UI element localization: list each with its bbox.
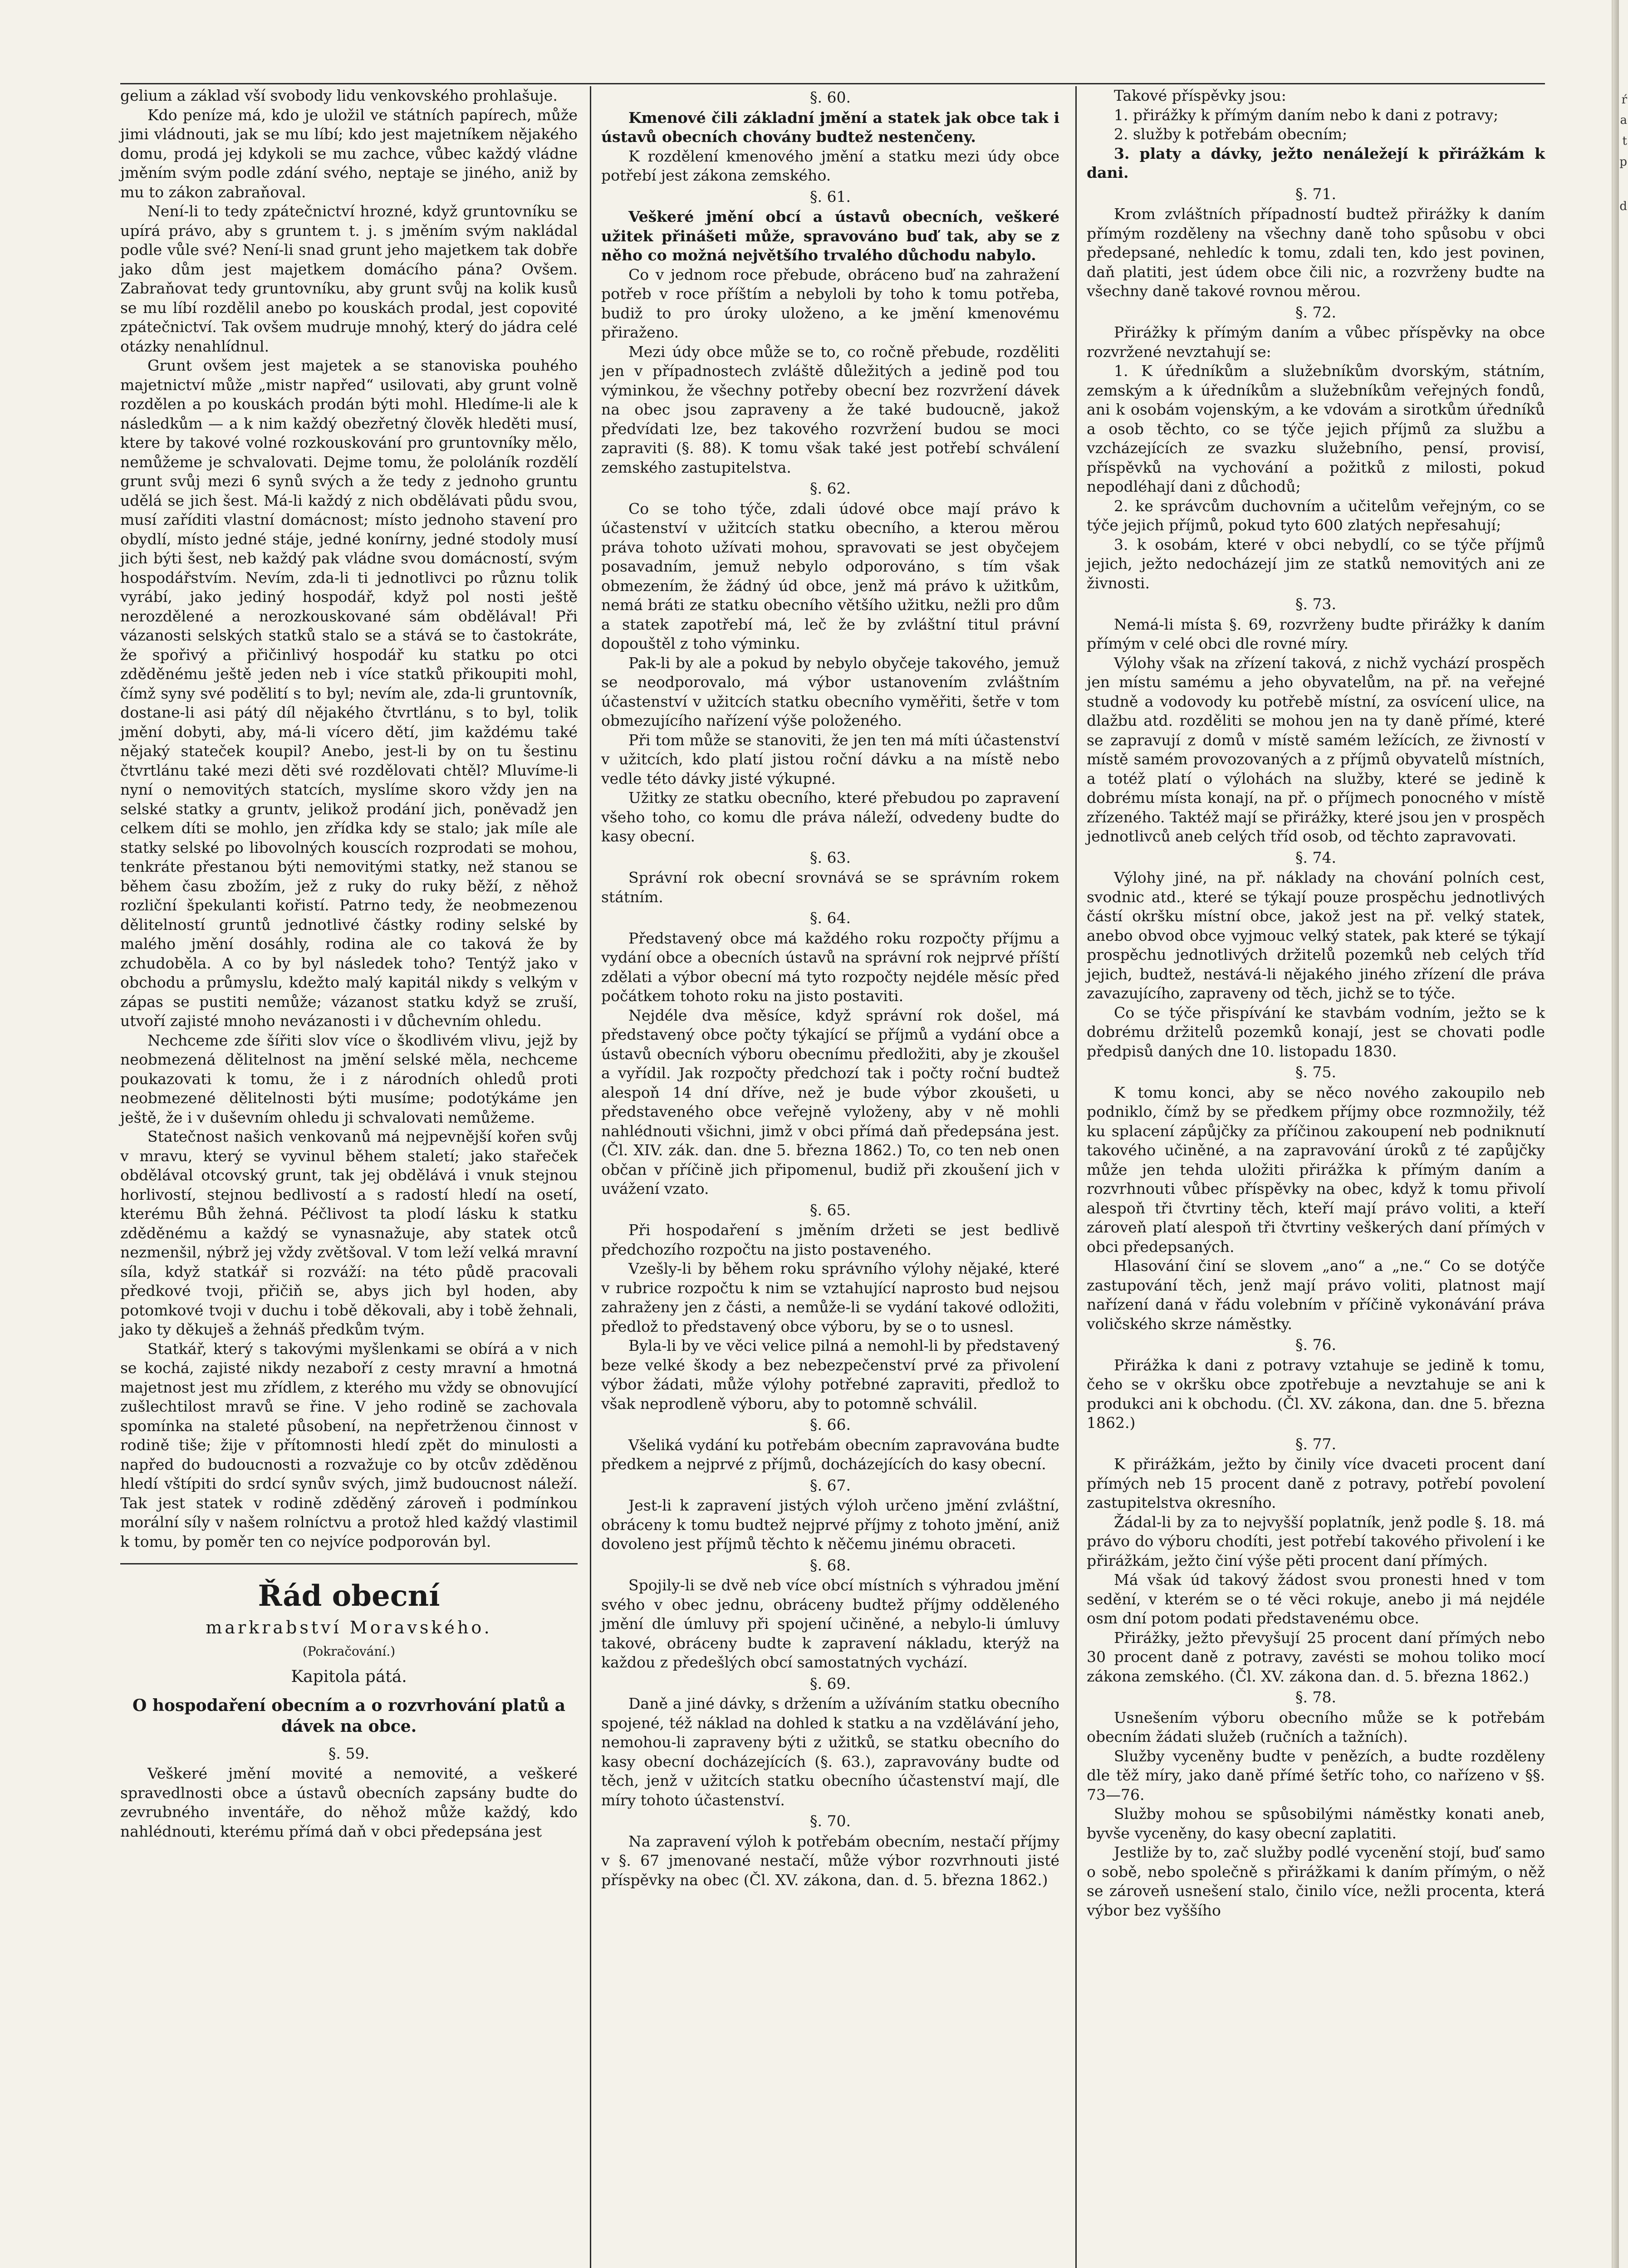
paragraph: K přirážkám, ježto by činily více dvaceti procent daní přímých neb 15 procent daně z potravy, potřebí povolení zastupitelstva okresního. [1087, 1455, 1545, 1511]
list-item: 3. platy a dávky, ježto nenáležejí k přirážkám k dani. [1087, 144, 1545, 181]
paragraph: Představený obce má každého roku rozpočty příjmu a vydání obce a obecních ústavů na správní rok nejprvé příští zdělati a výbor obecní má tyto rozpočty nejdéle měsíc před počátkem tohoto roku na jisto postaviti. [601, 929, 1059, 1005]
column-left [120, 86, 578, 1841]
section-number: §. 68. [810, 1556, 851, 1574]
edge-mark: ŕ [1621, 93, 1627, 107]
paragraph: Služby mohou se spůsobilými náměstky konati aneb, byvše vyceněny, do kasy obecní zaplatiti. [1087, 1805, 1545, 1842]
list-item: 2. služby k potřebám obecním; [1114, 125, 1348, 143]
paragraph: K rozdělení kmenového jmění a statku mezi údy obce potřebí jest zákona zemského. [601, 147, 1059, 184]
paragraph: Výlohy jiné, na př. náklady na chování polních cest, svodnic atd., které se týkají pouze prospěchu jednotlivých částí okršku místní obce, jakož jest na př. velký statek, anebo obvod obce vyjmouc velký statek, pak které se týkají prospěchu jednotlivých držitelů pozemků neb celých tříd jejich, budtež, nestává-li nějakého jiného zřízení dle práva zavazujícího, zapraveny od těch, jichž se to týče. [1087, 869, 1545, 1002]
page-edge [1613, 0, 1619, 2268]
paragraph: Pak-li by ale a pokud by nebylo obyčeje takového, jemuž se neodporovalo, má výbor ustanovením zvláštním účastenství v užitcích statku obecního vyměřiti, šetře v tom obmezujícího nařízení výše položeného. [601, 654, 1059, 729]
section-number: §. 76. [1295, 1336, 1336, 1354]
edge-mark: a [1620, 113, 1627, 127]
paragraph: gelium a základ vší svobody lidu venkovského prohlašuje. [120, 87, 558, 104]
paragraph: Takové příspěvky jsou: [1114, 87, 1286, 104]
top-rule [120, 83, 1545, 84]
paragraph: Na zapravení výloh k potřebám obecním, nestačí příjmy v §. 67 jmenované nestačí, může výbor rozvrhnouti jisté příspěvky na obec (Čl. XV. zákona, dan. d. 5. března 1862.) [601, 1832, 1059, 1889]
section-number: §. 77. [1295, 1435, 1336, 1453]
paragraph: Usnešením výboru obecního může se k potřebám obecním žádati služeb (ručních a tažních). [1087, 1708, 1545, 1745]
paragraph: K tomu konci, aby se něco nového zakoupilo neb podniklo, čímž by se předkem příjmy obce rozmnožily, též ku splacení zápůjčky za příčinou zakoupení neb podniknutí takového učiněné, a na zapravování úroků z té zapůjčky může jen tehda uložiti přirážka k přímým daním a rozvrhnouti vůbec příspěvky na obec, když k tomu přivolí alespoň tři čtvrtiny těch, kteří mají právo voliti, a kteří zároveň platí alespoň tři čtvrtiny veškerých daní přímých v obci předepsaných. [1087, 1083, 1545, 1256]
paragraph: Kdo peníze má, kdo je uložil ve státních papírech, může jimi vládnouti, jak se mu líbí; kdo jest majetníkem nějakého domu, prodá jej kdykoli se mu zachce, vůbec každý vládne jměním svým podle zdání svého, neptaje se jiného, aniž by mu to zákon zabraňoval. [120, 106, 578, 201]
list-item: 1. přirážky k přímým daním nebo k dani z potravy; [1114, 106, 1499, 124]
section-number: §. 69. [810, 1674, 851, 1692]
article-title: Řád obecní [258, 1579, 440, 1613]
paragraph: Správní rok obecní srovnává se se správním rokem státním. [601, 869, 1059, 906]
column-divider [590, 86, 591, 2268]
section-number: §. 78. [1295, 1688, 1336, 1706]
article-subtitle: markrabství Moravského. [206, 1618, 492, 1637]
paragraph: Mezi údy obce může se to, co ročně přebude, rozděliti jen v případnostech zvláště důležitých a jedině pod tou výminkou, že všechny potřeby obecní bez rozvržení dávek na obec jsou zapraveny a že také budoucně, jakož předvídati lze, bez takového rozvržení budou se moci zapraviti (§. 88). K tomu však také jest potřebí schválení zemského zastupitelstva. [601, 342, 1059, 476]
paragraph: Přirážka k dani z potravy vztahuje se jedině k tomu, čeho se v okršku obce zpotřebuje a nevztahuje se ani k produkci ani k obchodu. (Čl. XV. zákona, dan. dne 5. března 1862.) [1087, 1356, 1545, 1432]
section-number: §. 64. [810, 909, 851, 927]
paragraph: Užitky ze statku obecního, které přebudou po zapravení všeho toho, co komu dle práva náleží, odvedeny budte do kasy obecní. [601, 789, 1059, 845]
paragraph: Vzešly-li by během roku správního výlohy nějaké, které v rubrice rozpočtu k nim se vztahující naprosto bud nejsou zahraženy jen z části, a nemůže-li se vydání takové odložiti, předlož to představený obce výboru, by se o to usnesl. [601, 1260, 1059, 1335]
paragraph: Služby vyceněny budte v penězích, a budte rozděleny dle těž míry, jako daně přímé šetříc toho, co nařízeno v §§. 73—76. [1087, 1747, 1545, 1804]
paragraph: Spojily-li se dvě neb více obcí místních s výhradou jmění svého v obec jednu, obráceny budtež příjmy odděleného jmění dle úmluvy při spojení učiněné, a nebylo-li úmluvy takové, obráceny budte k zapravení nákladu, kterýž na každou z předešlých obcí samostatných vychází. [601, 1576, 1059, 1671]
paragraph: Veškeré jmění movité a nemovité, a veškeré spravedlnosti obce a ústavů obecních zapsány budte do zevrubného inventáře, do něhož může každý, kdo nahlédnouti, kterému přímá daň v obci předepsána jest [120, 1765, 578, 1840]
section-number: §. 66. [810, 1416, 851, 1433]
paragraph: Statkář, který s takovými myšlenkami se obírá a v nich se kochá, zajisté nikdy nezaboří z cesty mravní a hmotná majetnost jest mu zřídlem, z kterého mu vždy se obnovující zušlechtilost mravů se řine. V jeho rodině se zachovala spomínka na staleté působení, na nepřetrženou činnost v rodině tiše; žije v přítomnosti hledí zpět do minulosti a napřed do budoucnosti a rozvažuje co by otcův zděděnou hledí vštípiti do srdcí synův svých, jimž budoucnost náleží. Tak jest statek v rodině zděděný zároveň i podmínkou morální síly v našem rolníctvu a protož hled každý vlastimil k tomu, by poměr ten co nejvíce podporován byl. [120, 1339, 578, 1550]
column-divider [1075, 86, 1077, 2268]
chapter-label: Kapitola pátá. [291, 1667, 407, 1686]
section-number: §. 62. [810, 479, 851, 497]
paragraph: Co se týče přispívání ke stavbám vodním, ježto se k dobrému držitelů pozemků konají, jest se chovati podle předpisů daných dne 10. listopadu 1830. [1087, 1003, 1545, 1060]
paragraph: Kmenové čili základní jmění a statek jak obce tak i ústavů obecních chovány budtež nestenčeny. [601, 108, 1059, 146]
paragraph: Má však úd takový žádost svou pronesti hned v tom sedění, v kterém se o té věci rokuje, anebo ji má nejdéle osm dní potom podati představenému obce. [1087, 1571, 1545, 1627]
paragraph: Grunt ovšem jest majetek a se stanoviska pouhého majetnictví může „mistr napřed“ usilovati, aby grunt volně rozdělen a po kouskách prodán býti mohl. Hledíme-li ale k následkům — a k nim každý obezřetný člověk hleděti musí, ktere by takové volné rozkouskování pro gruntovníky mělo, nemůžeme je schvalovati. Dejme tomu, že pololáník rozdělí grunt svůj mezi 6 synů svých a že tedy z jednoho gruntu udělá se jich šest. Má-li každý z nich obdělávati půdu svou, musí zaříditi vlastní domácnost; místo jednoho stavení pro obydlí, místo jedné stáje, jedné konírny, jedné stodoly musí jich býti šest, neb každý pak vládne svou domácností, svým hospodářstvím. Nevím, zda-li ti jednotlivci po různu tolik vyrábí, jako jediný hospodář, když pol nosti ještě nerozdělené a nerozkouskované sám obdělával! Při vázanosti selských statků stalo se a stává se to častokráte, že spořivý a přičinlivý hospodář ku statku po otci zděděnému ještě jeden neb i více statků přikoupiti mohl, čímž syny své podělití s to byl; nevím ale, zda-li gruntovník, dostane-li asi pátý díl nějakého čtvrtlánu, s to byl, tolik jmění dobyti, aby, má-li vícero dětí, jim každému také nějaký stateček koupil? Anebo, jest-li by on tu šestinu čtvrtlánu také mezi děti své rozdělovati chtěl? Mluvíme-li nyní o nemovitých statcích, myslíme skoro vždy jen na selské statky a gruntv, jelikož prodání jich, poněvadž jen celkem díti se mohlo, jen zřídka kdy se stalo; jak míle ale statky selské po libovolných kouscích rozprodati se mohou, tenkráte přestanou býti nemovitými statky, než stanou se během času zbožím, jež z ruky do ruky běží, z něhož rozliční špekulanti kořistí. Patrno tedy, že neobmezenou dělitelností gruntů jednotlivé částky rodiny selské by malého jmění dosáhly, rodina ale co taková že by zchudoběla. A co by byl následek toho? Tentýž jako v obchodu a průmyslu, kdežto malý kapitál nikdy s velkým v zápas se pustiti nemůže; vázanost statku když se zruší, utvoří zajisté mnoho nevázanosti i v důchevním ohledu. [120, 357, 578, 1030]
section-number: §. 59. [329, 1744, 369, 1762]
edge-mark: d [1619, 200, 1627, 213]
paragraph: Při hospodaření s jměním držeti se jest bedlivě předchozího rozpočtu na jisto postaveného. [601, 1221, 1059, 1258]
list-item: 3. k osobám, které v obci nebydlí, co se týče příjmů jejich, ježto nedocházejí jim ze statků nemovitých ani ze živnosti. [1087, 535, 1545, 592]
section-number: §. 61. [810, 187, 851, 205]
column-right [1087, 86, 1545, 1920]
paragraph: Žádal-li by za to nejvyšší poplatník, jenž podle §. 18. má právo do výboru chodíti, jest potřebí takového přivolení i ke přirážkám, ježto činí výše pěti procent daní přímých. [1087, 1513, 1545, 1569]
paragraph: Jest-li k zapravení jistých výloh určeno jmění zvláštní, obráceny k tomu budtež nejprvé příjmy z tohoto jmění, aniž dovoleno jest příjmů těchto k něčemu jinému obraceti. [601, 1496, 1059, 1553]
section-number: §. 75. [1295, 1063, 1336, 1081]
paragraph: Statečnost našich venkovanů má nejpevnější kořen svůj v mravu, který se vyvinul během staletí; jako stařeček obdělával otcovský grunt, tak jej obdělává i vnuk stejnou horlivostí, stejnou bedlivostí a s radostí hledí na osetí, kterému Bůh žehná. Péčlivost ta plodí lásku k statku zděděnému a každý se vynasnažuje, aby statek otců nezmenšil, nýbrž jej vždy zvětšoval. V tom leží velká mravní síla, když statkář si rozváží: na této půdě pracovali předkové tvoji, přičiň se, abys jich byl hoden, aby potomkové tvoji v duchu i tobě děkovali, aby i tobě žehnali, jako ty děkuješ a žehnáš předkům tvým. [120, 1128, 578, 1338]
paragraph: Hlasování činí se slovem „ano“ a „ne.“ Co se dotýče zastupování těch, jenž mají právo voliti, platnost mají nařízení daná v řádu volebním v příčině vykonávání práva voličského skrze náměstky. [1087, 1257, 1545, 1333]
section-number: §. 72. [1295, 303, 1336, 321]
paragraph: Krom zvláštních případností budtež přirážky k daním přímým rozděleny na všechny daně toho spůsobu v obci předepsané, nehledíc k tomu, zdali ten, kdo jest povinen, daň platiti, jest údem obce čili nic, a rozvrženy budte na všechny daně takové rovnou měrou. [1087, 205, 1545, 300]
section-number: §. 63. [810, 848, 851, 866]
paragraph: Při tom může se stanoviti, že jen ten má míti účastenství v užitcích, kdo platí jistou roční dávku a na místě nebo vedle této dávky jisté výkupné. [601, 731, 1059, 787]
edge-mark: t [1622, 134, 1627, 148]
paragraph: Všeliká vydání ku potřebám obecním zapravována budte předkem a nejprvé z příjmů, docházejících do kasy obecní. [601, 1436, 1059, 1473]
paragraph: Byla-li by ve věci velice pilná a nemohl-li by představený beze velké škody a bez nebezpečenství prvé za přivolení výbor žádati, může výlohy potřebné zapraviti, předlož to však neprodleně výboru, aby to potomně schválil. [601, 1337, 1059, 1413]
paragraph: Co v jednom roce přebude, obráceno buď na zahražení potřeb v roce příštím a nebyloli by toho k tomu potřeba, budiž to pro úroky uloženo, a ke jmění kmenovému přiraženo. [601, 265, 1059, 341]
paragraph: Přirážky k přímým daním a vůbec příspěvky na obce rozvržené nevztahují se: [1087, 323, 1545, 361]
paragraph: Nejdéle dva měsíce, když správní rok došel, má představený obce počty týkající se příjmů a vydání obce a ústavů obecních výboru obecnímu předložiti, aby je zkoušel a vyřídil. Jak rozpočty předchozí tak i počty roční budtež alespoň 14 dní dříve, než je bude výbor zkoušeti, u představeného obce veřejně vyloženy, aby v ně mohli nahlédnouti všichni, jimž v obci přímá daň předepsána jest. (Čl. XIV. zák. dan. dne 5. března 1862.) To, co ten neb onen občan v příčině jich připomenul, budiž při zkoušení jich v uvážení vzato. [601, 1006, 1059, 1198]
section-number: §. 60. [810, 88, 851, 106]
paragraph: Není-li to tedy zpátečnictví hrozné, když gruntovníku se upírá právo, aby s gruntem t. j. s jměním svým nakládal podle vůle své? Není-li snad grunt jeho majetkem tak dobře jako dům jest majetkem domácího pána? Ovšem. Zabraňovat tedy gruntovníku, aby grunt svůj na kolik kusů se mu líbí rozdělil anebo po kouskách prodal, jest copovité zpátečnictví. Tak ovšem mudruje mnohý, který do jádra celé otázky nenahlídnul. [120, 202, 578, 355]
paragraph: Veškeré jmění obcí a ústavů obecních, veškeré užitek přinášeti může, spravováno buď tak, aby se z něho co možná největšího trvalého důchodu nabylo. [601, 208, 1059, 264]
chapter-title: O hospodaření obecním a o rozvrhování platů a dávek na obce. [132, 1696, 566, 1736]
continuation-note: (Pokračování.) [302, 1643, 396, 1659]
paragraph: Jestliže by to, zač služby podlé vycenění stojí, buď samo o sobě, nebo společně s přirážkami k daním přímým, o něž se zároveň usnešení stalo, činilo více, nežli procenta, která výbor bez vyššího [1087, 1843, 1545, 1919]
column-middle [601, 86, 1059, 1890]
section-number: §. 67. [810, 1476, 851, 1494]
section-number: §. 70. [810, 1812, 851, 1830]
section-number: §. 71. [1295, 185, 1336, 203]
paragraph: Daně a jiné dávky, s držením a užíváním statku obecního spojené, též náklad na dohled k statku a na vzdělávání jeho, nemohou-li zapraveny býti z užitků, se statku obecního do kasy obecní docházejících (§. 63.), zapravovány budte od těch, jenž v užitcích statku obecního účastenství mají, dle míry tohoto účastenství. [601, 1695, 1059, 1809]
paragraph: Nechceme zde šířiti slov více o škodlivém vlivu, jejž by neobmezená dělitelnost na jmění selské měla, nechceme poukazovati k tomu, že i z národních ohledů proti neobmezené dělitelnosti býti musíme; podotýkáme jen ještě, že i v duševním ohledu ji schvalovati nemůžeme. [120, 1031, 578, 1126]
section-number: §. 73. [1295, 595, 1336, 613]
list-item: 2. ke správcům duchovním a učitelům veřejným, co se týče jejich příjmů, pokud tyto 600 zlatých nepřesahují; [1087, 497, 1545, 534]
paragraph: Výlohy však na zřízení taková, z nichž vychází prospěch jen místu samému a jeho obyvatelům, na př. na veřejné studně a vodovody ku potřebě místní, za osvícení ulice, na dlažbu atd. rozděliti se mohou jen na ty daně přímé, které se zapravují z domů v místě samém ležících, ze živností v místě samém provozovaných a z příjmů obyvatelů místních, a totéž platí o výlohách na služby, které se jedině k dobrému místa konají, na př. o příjmech ponocného v místě zřízeného. Taktéž mají se přirážky, které jsou jen v prospěch jednotlivců aneb celých tříd osob, od těchto zapravovati. [1087, 654, 1545, 845]
section-number: §. 74. [1295, 848, 1336, 866]
paragraph: Nemá-li místa §. 69, rozvrženy budte přirážky k daním přímým v celé obci dle rovné míry. [1087, 615, 1545, 652]
list-item: 1. K úředníkům a služebníkům dvorským, státním, zemským a k úředníkům a služebníkům veřejných fondů, ani k osobám vojenským, a ke vdovám a sirotkům úředníků a osob těchto, co se týče jejich příjmů za službu a vzcházejících ze svazku služebního, pensí, provisí, příspěvků na vychování a požitků z milosti, pokud nepodléhají dani z důchodů; [1087, 362, 1545, 495]
edge-mark: p [1619, 155, 1627, 169]
section-separator [120, 1563, 578, 1564]
section-number: §. 65. [810, 1201, 851, 1219]
paragraph: Co se toho týče, zdali údové obce mají právo k účastenství v užitcích statku obecního, a kterou měrou práva tohoto užívati mohou, spravovati se jest obyčejem posavadním, jemuž nebylo odporováno, s tím však obmezením, že žádný úd obce, jenž má právo k užitkům, nemá bráti ze statku obecního většího užitku, nežli pro dům a statek zapotřebí má, leč že by zvláštní titul právní dopouštěl z toho výminku. [601, 499, 1059, 652]
paragraph: Přirážky, ježto převyšují 25 procent daní přímých nebo 30 procent daně z potravy, zavésti se mohou toliko mocí zákona zemského. (Čl. XV. zákona dan. d. 5. března 1862.) [1087, 1628, 1545, 1685]
